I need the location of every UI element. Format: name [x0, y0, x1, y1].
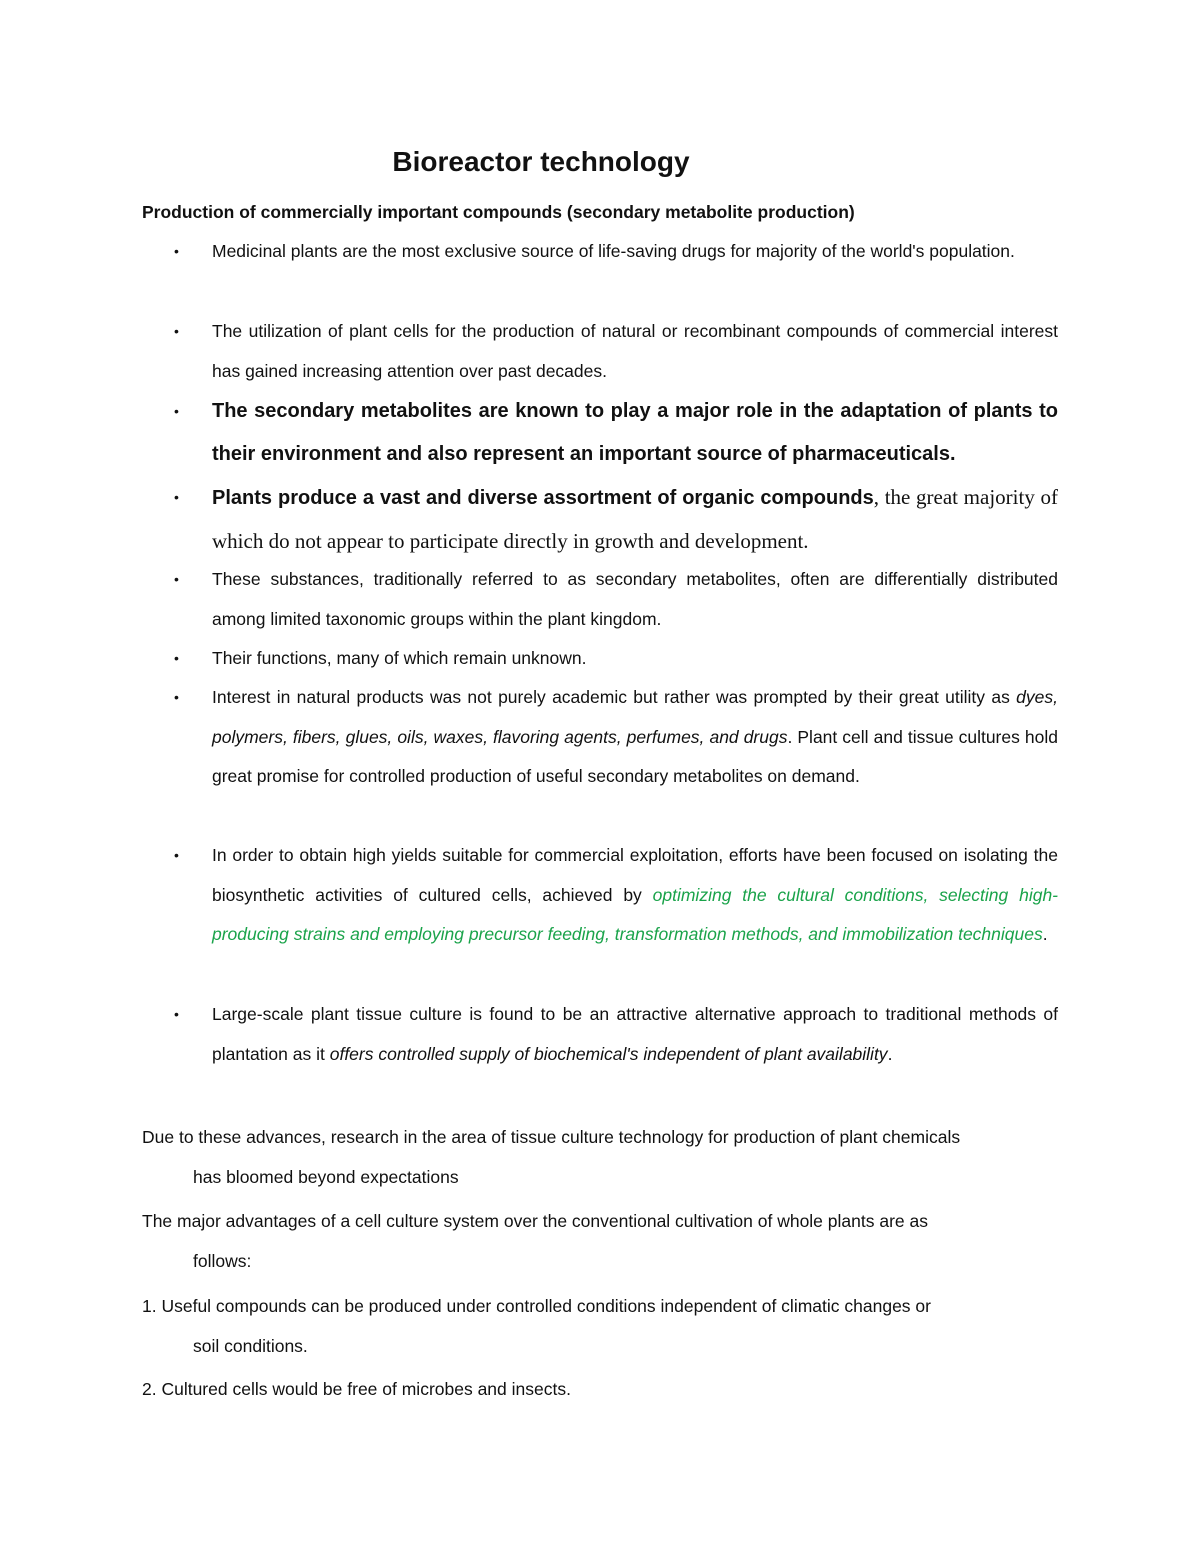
- numbered-item: [142, 1287, 1062, 1366]
- text-run: In order to obtain high yields suitable for commercial exploitation, efforts have been focused on isolating the biosynthetic activities of cultured cells, achieved by: [212, 845, 1058, 905]
- paragraph-line: The major advantages of a cell culture system over the conventional cultivation of whole plants are as: [142, 1211, 928, 1231]
- text-run: Interest in natural products was not purely academic but rather was prompted by their great utility as: [212, 687, 1017, 707]
- document-title: Bioreactor technology: [392, 146, 690, 177]
- list-item-text: [212, 476, 1058, 564]
- paragraph-line: has bloomed beyond expectations: [193, 1166, 459, 1187]
- bullet-marker: •: [174, 1006, 179, 1022]
- numbered-item: [142, 1370, 1062, 1410]
- paragraph-line: Due to these advances, research in the area of tissue culture technology for production of plant chemicals: [142, 1127, 961, 1147]
- text-run: .: [1042, 924, 1048, 945]
- bold-phrase: Plants produce a vast and diverse assortment of organic compounds: [212, 487, 874, 509]
- bullet-marker: •: [174, 243, 179, 259]
- bullet-marker: •: [174, 689, 179, 705]
- paragraph: [142, 1202, 1062, 1281]
- paragraph-line: 2. Cultured cells would be free of microbes and insects.: [142, 1379, 571, 1399]
- text-run: . Plant cell and tissue cultures hold great promise for controlled production of useful secondary metabolites on demand.: [212, 726, 1058, 787]
- text-run: Large-scale plant tissue culture is found to be an attractive alternative approach to traditional methods of plantation as it: [212, 1004, 1058, 1064]
- section-subtitle: Production of commercially important compounds (secondary metabolite production): [142, 202, 855, 222]
- list-item-text: [212, 836, 1058, 955]
- text-run: .: [887, 1043, 893, 1064]
- bullet-marker: •: [174, 571, 179, 587]
- bullet-marker: •: [174, 323, 179, 339]
- paragraph-line: 1. Useful compounds can be produced under controlled conditions independent of climatic changes or: [142, 1296, 931, 1316]
- bullet-marker: •: [174, 650, 179, 666]
- paragraph: [142, 1118, 1062, 1197]
- bullet-marker: •: [174, 489, 179, 505]
- list-item-text: Their functions, many of which remain unknown.: [212, 648, 587, 668]
- list-item-text: [212, 678, 1058, 797]
- paragraph-line: follows:: [193, 1250, 252, 1271]
- italic-phrase: offers controlled supply of biochemical's independent of plant availability: [329, 1043, 888, 1064]
- bullet-marker: •: [174, 847, 179, 863]
- list-item-text: These substances, traditionally referred to as secondary metabolites, often are differentially distributed among limited taxonomic groups within the plant kingdom.: [212, 569, 1058, 629]
- list-item-text: The secondary metabolites are known to play a major role in the adaptation of plants to their environment and also represent an important source of pharmaceuticals.: [212, 400, 1058, 465]
- bullet-marker: •: [174, 403, 179, 419]
- list-item-text: [212, 995, 1058, 1074]
- italic-phrase: dyes, polymers, fibers, glues, oils, waxes, flavoring agents, perfumes, and drugs: [212, 687, 1058, 747]
- list-item-text: Medicinal plants are the most exclusive source of life-saving drugs for majority of the world's population.: [212, 241, 1015, 261]
- list-item-text: The utilization of plant cells for the production of natural or recombinant compounds of commercial interest has gained increasing attention over past decades.: [212, 321, 1058, 381]
- serif-phrase: , the great majority of which do not appear to participate directly in growth and development.: [212, 485, 1058, 553]
- paragraph-line: soil conditions.: [193, 1335, 308, 1356]
- highlighted-phrase: optimizing the cultural conditions, selecting high-producing strains and employing precursor feeding, transformation methods, and immobilization techniques: [212, 884, 1058, 945]
